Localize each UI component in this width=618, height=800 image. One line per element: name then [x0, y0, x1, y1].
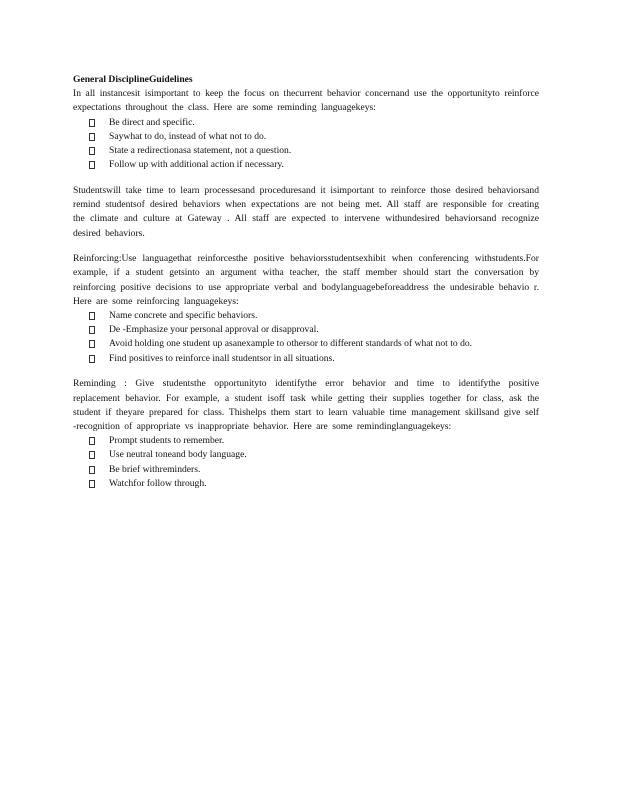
checkbox-glyph-icon	[89, 147, 95, 155]
list-item-text: Follow up with additional action if necessary.	[109, 159, 284, 171]
checkbox-glyph-icon	[89, 480, 95, 488]
reinforcing-paragraph: Reinforcing:Use languagethat reinforcesthe positive behaviorsstudentsexhibit when conferencing withstudents.For example, if a student getsinto an argument witha teacher, the staff member should start the conversation by reinforcing positive decisions to use appropriate verbal and bodylanguagebeforeaddress the undesirable behavio r. Here are some reinforcing languagekeys:	[73, 253, 539, 307]
paragraph-gap	[73, 366, 539, 378]
list-item	[89, 448, 539, 462]
list-item-text: Use neutral toneand body language.	[109, 449, 247, 461]
list-item-text: Avoid holding one student up asanexample to othersor to different standards of what not to do.	[109, 338, 473, 350]
document-title: General DisciplineGuidelines	[73, 74, 193, 85]
list-item	[89, 434, 539, 448]
intro-bullet-list	[73, 116, 539, 173]
list-item	[89, 323, 539, 337]
reinforcing-bullet-list	[73, 309, 539, 366]
reminding-paragraph: Reminding : Give studentsthe opportunityto identifythe error behavior and time to identifythe positive replacement behavior. For example, a student isoff task while getting their supplies together for class, ask the student if theyare prepared for class. Thishelps them start to learn valuable time management skillsand give self -recognition of appropriate vs inappropriate behavior. Here are some remindinglanguagekeys:	[73, 378, 539, 432]
checkbox-glyph-icon	[89, 326, 95, 334]
list-item-text: Name concrete and specific behaviors.	[109, 310, 258, 322]
intro-section	[73, 87, 539, 172]
checkbox-glyph-icon	[89, 437, 95, 445]
checkbox-glyph-icon	[89, 119, 95, 127]
list-item-text: State a redirectionasa statement, not a question.	[109, 145, 292, 157]
list-item-text: Find positives to reinforce inall studentsor in all situations.	[109, 352, 335, 364]
reminding-bullet-list	[73, 434, 539, 491]
checkbox-glyph-icon	[89, 355, 95, 363]
list-item	[89, 337, 539, 351]
checkbox-glyph-icon	[89, 340, 95, 348]
checkbox-glyph-icon	[89, 312, 95, 320]
list-item	[89, 309, 539, 323]
list-item	[89, 116, 539, 130]
list-item-text: Be brief withreminders.	[109, 463, 201, 475]
reminding-section	[73, 377, 539, 491]
list-item-text: Be direct and specific.	[109, 116, 195, 128]
list-item-text: Saywhat to do, instead of what not to do.	[109, 130, 267, 142]
list-item	[89, 144, 539, 158]
checkbox-glyph-icon	[89, 133, 95, 141]
document-page	[73, 73, 539, 491]
list-item-text: Prompt students to remember.	[109, 435, 225, 447]
reinforcing-section	[73, 252, 539, 366]
paragraph-gap	[73, 172, 539, 184]
list-item	[89, 352, 539, 366]
checkbox-glyph-icon	[89, 161, 95, 169]
list-item-text: De -Emphasize your personal approval or disapproval.	[109, 324, 319, 336]
paragraph-gap	[73, 241, 539, 253]
students-section	[73, 184, 539, 241]
list-item	[89, 477, 539, 491]
checkbox-glyph-icon	[89, 451, 95, 459]
list-item	[89, 158, 539, 172]
list-item	[89, 130, 539, 144]
checkbox-glyph-icon	[89, 466, 95, 474]
list-item-text: Watchfor follow through.	[109, 477, 207, 489]
students-paragraph: Studentswill take time to learn processesand proceduresand it isimportant to reinforce those desired behaviorsand remind studentsof desired behaviors when expectations are not being met. All staff are responsible for creating the climate and culture at Gateway . All staff are expected to intervene withundesired behaviorsand recognize desired behaviors.	[73, 184, 539, 239]
intro-paragraph: In all instancesit isimportant to keep the focus on thecurrent behavior concernand use the opportunityto reinforce expectations throughout the class. Here are some reminding languagekeys:	[73, 88, 539, 114]
list-item	[89, 463, 539, 477]
